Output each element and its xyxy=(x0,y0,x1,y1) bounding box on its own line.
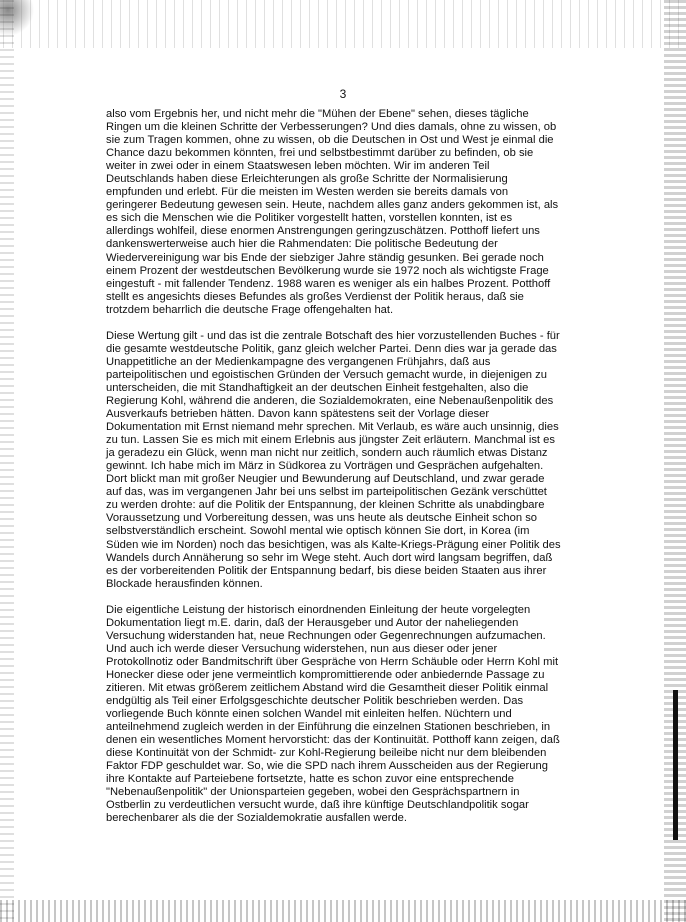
text-line: Faktor FDP geschuldet war. So, wie die SPD nach ihrem Ausscheiden aus der Regierung xyxy=(106,760,548,773)
text-line: also vom Ergebnis her, und nicht mehr die "Mühen der Ebene" sehen, dieses tägliche xyxy=(106,108,529,120)
text-line: unterscheiden, die mit Standhaftigkeit an der deutschen Einheit festgehalten, also die xyxy=(106,381,529,394)
text-line: Wiedervereinigung war bis Ende der siebziger Jahre ständig gesunken. Bei gerade noch xyxy=(106,251,544,264)
text-line: Die eigentliche Leistung der historisch einordnenden Einleitung der heute vorgelegten xyxy=(106,603,531,616)
text-line: Honecker diese oder jene vermeintlich kompromittierende oder anbiedernde Passage zu xyxy=(106,668,545,681)
text-line: endgültig als Teil einer Erfolgsgeschichte deutscher Politik beschrieben werden. Das xyxy=(106,695,524,708)
text-line: Unappetitliche an der Medienkampagne des vergangenen Frühjahrs, daß aus xyxy=(106,355,491,368)
text-line: anteilnehmend zugleich werden in der Einführung die einzelnen Stationen beschrieben, in xyxy=(106,721,551,734)
text-line: Dokumentation mit Ernst niemand mehr sprechen. Mit Verlaub, es wäre auch unsinnig, dies xyxy=(106,421,559,434)
text-line: Ostberlin zu verdeutlichen versucht wurde, daß ihre künftige Deutschlandpolitik sogar xyxy=(106,799,529,812)
text-line: die gesamte westdeutsche Politik, ganz gleich welcher Partei. Denn dies war ja gerade das xyxy=(106,342,557,355)
text-line: Süden wie im Norden) noch das besichtigen, was als Kalte-Kriegs-Prägung einer Politik des xyxy=(106,538,561,551)
text-line: sie zum Tragen kommen, ohne zu wissen, ob die Deutschen in Ost und West je einmal die xyxy=(106,134,554,147)
paragraph xyxy=(106,604,606,826)
text-line: Ausverkaufs betrieben hätten. Davon kann spätestens seit der Vorlage dieser xyxy=(106,408,490,421)
text-line: geringerer Bedeutung gewesen sein. Heute, nachdem alles ganz anders gekommen ist, als xyxy=(106,199,559,212)
paragraph xyxy=(106,108,606,317)
text-line: es sich die Menschen wie die Politiker vorgestellt hatten, vorstellen konnten, ist es xyxy=(106,212,513,225)
text-line: "Nebenaußenpolitik" der Unionsparteien gegeben, wobei den Gesprächspartnern in xyxy=(106,786,520,799)
paragraph xyxy=(106,330,606,591)
scan-noise-bottom xyxy=(0,900,686,922)
page-number: 3 xyxy=(339,87,347,101)
text-line: Voraussetzung und Vorbereitung dessen, was uns heute als deutsche Einheit schon so xyxy=(106,512,538,525)
text-line: Dokumentation liegt m.E. darin, daß der Herausgeber und Autor der naheliegenden xyxy=(106,616,519,629)
text-line: Wandels durch Annäherung so sehr im Wege steht. Auch dort wird langsam begriffen, daß xyxy=(106,551,553,564)
text-line: diese Kontinuität von der Schmidt- zur Kohl-Regierung beileibe nicht nur dem bleibenden xyxy=(106,747,547,760)
text-line: eingestuft - mit fallender Tendenz. 1988 waren es weniger als ein halbes Prozent. Potthoff xyxy=(106,277,551,290)
text-line: Chance dazu bekommen könnten, frei und selbstbestimmt darüber zu befinden, ob sie xyxy=(106,147,534,160)
text-line: zu werden drohte: auf die Politik der Entspannung, der kleinen Schritte als unabdingbare xyxy=(106,499,545,512)
document-body xyxy=(106,108,606,825)
text-line: selbstverständlich erscheint. Sowohl mental wie optisch können Sie dort, in Korea (im xyxy=(106,525,530,538)
text-line: Dort blickt man mit großer Neugier und Bewunderung auf Deutschland, und zwar gerade xyxy=(106,473,545,486)
text-line: einem Prozent der westdeutschen Bevölkerung wurde sie 1972 noch als wichtigste Frage xyxy=(106,264,549,277)
text-line: stellt es angesichts dieses Befundes als großes Verdienst der Politik heraus, daß sie xyxy=(106,290,524,303)
scan-noise-bar xyxy=(673,690,678,840)
text-line: parteipolitischen und egoistischen Gründen der Versuch gemacht wurde, in diejenigen zu xyxy=(106,368,547,381)
text-line: Blockade herausfinden können. xyxy=(106,577,263,590)
text-line: Protokollnotiz oder Bandmitschrift über Gespräche von Herrn Schäuble oder Herrn Kohl mit xyxy=(106,655,559,668)
scan-noise-top xyxy=(0,0,686,48)
text-line: zu tun. Lassen Sie es mich mit einem Erlebnis aus jüngster Zeit erläutern. Manchmal ist es xyxy=(106,434,555,447)
text-line: Und auch ich werde dieser Versuchung widerstehen, nun aus dieser oder jener xyxy=(106,642,498,655)
text-line: Diese Wertung gilt - und das ist die zentrale Botschaft des hier vorzustellenden Buches - für xyxy=(106,329,560,342)
text-line: dankenswerterweise auch hier die Rahmendaten: Die politische Bedeutung der xyxy=(106,238,498,251)
text-line: berechenbarer als die der Sozialdemokratie ausfallen werde. xyxy=(106,812,407,825)
text-line: weiter in zwei oder in einem Staatswesen leben möchten. Wir im anderen Teil xyxy=(106,160,490,173)
text-line: ihre Kontakte auf Parteiebene fortsetzte, hatte es schon zuvor eine entsprechende xyxy=(106,773,514,786)
text-line: allerdings wohlfeil, diese enormen Anstrengungen geringzuschätzen. Potthoff liefert uns xyxy=(106,225,540,238)
text-line: gewinnt. Ich habe mich im März in Südkorea zu Vorträgen und Gesprächen aufgehalten. xyxy=(106,460,544,473)
text-line: Versuchung widerstanden hat, neue Rechnungen oder Gegenrechnungen aufzumachen. xyxy=(106,629,546,642)
text-line: Ringen um die kleinen Schritte der Verbesserungen? Und dies damals, ohne zu wissen, ob xyxy=(106,121,557,134)
text-line: zitieren. Mit etwas größerem zeitlichem Abstand wird die Gesamtheit dieser Politik einmal xyxy=(106,681,549,694)
text-line: vorliegende Buch könnte einen solchen Wandel mit einleiten helfen. Nüchtern und xyxy=(106,708,512,721)
text-line: auf das, was im vergangenen Jahr bei uns selbst im parteipolitischen Gezänk verschüttet xyxy=(106,486,547,499)
text-line: Regierung Kohl, während die anderen, die Sozialdemokraten, eine Nebenaußenpolitik des xyxy=(106,394,554,407)
text-line: denen ein wesentliches Moment hervorsticht: das der Kontinuität. Potthoff kann zeigen, daß xyxy=(106,734,560,747)
text-line: ja geradezu ein Glück, wenn man nicht nur zeitlich, sondern auch räumlich etwas Distanz xyxy=(106,447,548,460)
text-line: empfunden und erlebt. Für die meisten im Westen werden sie bereits damals von xyxy=(106,186,509,199)
scan-noise-left xyxy=(0,0,14,922)
text-line: trotzdem beharrlich die deutsche Frage offengehalten hat. xyxy=(106,303,394,316)
text-line: Deutschlands haben diese Erleichterungen als große Schritte der Normalisierung xyxy=(106,173,508,186)
text-line: es der vorbereitenden Politik der Entspannung bedarf, bis diese beiden Staaten aus ihrer xyxy=(106,564,547,577)
